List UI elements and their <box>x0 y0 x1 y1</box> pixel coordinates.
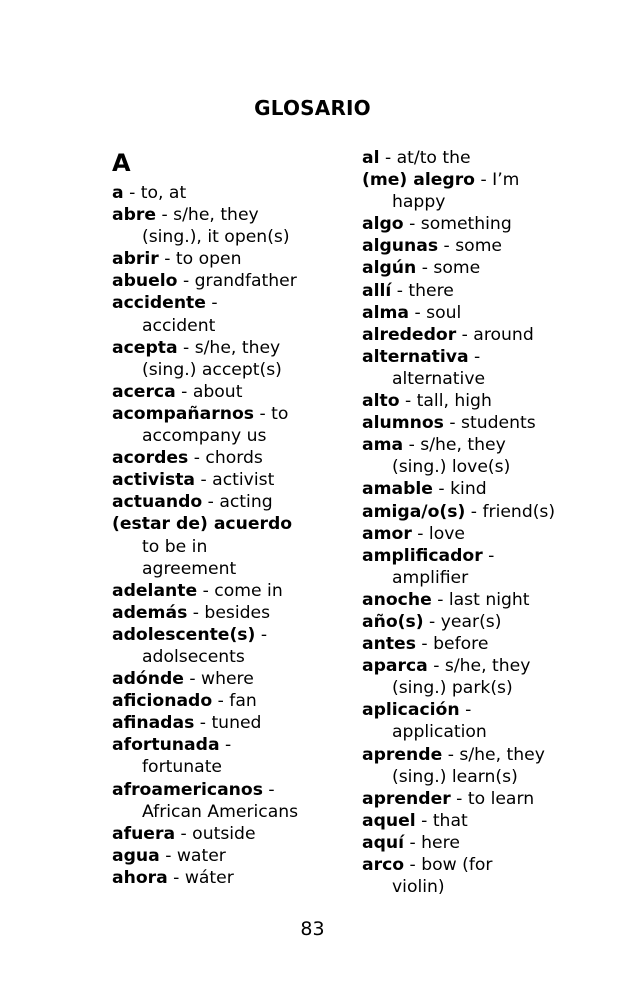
entry-continuation: (sing.) learn(s) <box>392 766 518 787</box>
entry-line <box>362 832 602 854</box>
entry-continuation: agreement <box>142 558 237 579</box>
entry-definition: - where <box>183 669 254 690</box>
entry-line <box>362 257 602 279</box>
entry-definition: - students <box>443 413 536 434</box>
entry-definition: - something <box>403 214 512 235</box>
entry-definition: - water <box>159 845 226 866</box>
entry-headword: adónde <box>112 669 184 690</box>
entry-line <box>362 633 602 655</box>
glossary-entry <box>112 845 362 867</box>
glossary-entry <box>112 779 362 823</box>
glossary-entry <box>112 182 362 204</box>
glossary-entry <box>112 602 362 624</box>
entry-definition: - here <box>404 832 460 853</box>
entry-definition: - come in <box>197 580 283 601</box>
entry-line <box>112 602 362 624</box>
entry-headword: acordes <box>112 448 189 469</box>
entry-continuation: happy <box>392 192 446 213</box>
glossary-entry <box>362 633 602 655</box>
entry-definition: - <box>468 346 481 367</box>
entry-continuation: to be in <box>142 536 208 557</box>
entry-definition: - to learn <box>450 788 535 809</box>
glossary-entry <box>112 823 362 845</box>
entry-line <box>112 381 362 403</box>
glossary-entry <box>362 213 602 235</box>
entry-continuation: (sing.) accept(s) <box>142 359 282 380</box>
section-letter: A <box>112 149 131 177</box>
entry-headword: antes <box>362 634 416 655</box>
entry-definition: - to <box>254 403 289 424</box>
glossary-entry <box>362 390 602 412</box>
entry-continuation: adolsecents <box>142 646 245 667</box>
entry-line <box>362 589 602 611</box>
entry-definition: - chords <box>188 448 263 469</box>
entry-line <box>362 655 602 677</box>
entry-headword: abrir <box>112 249 159 270</box>
entry-line <box>362 346 602 368</box>
entry-definition: - wáter <box>167 867 234 888</box>
entry-definition: - fan <box>212 691 257 712</box>
entry-line <box>112 447 362 469</box>
entry-definition: - around <box>456 324 534 345</box>
glossary-left-column <box>112 148 362 889</box>
glossary-entry <box>112 734 362 778</box>
glossary-entry <box>362 655 602 699</box>
entry-headword: aficionado <box>112 691 213 712</box>
entry-line <box>112 624 362 646</box>
glossary-entry <box>362 788 602 810</box>
entry-line <box>112 491 362 513</box>
glossary-entry <box>362 302 602 324</box>
entry-line <box>362 147 602 169</box>
glossary-entry <box>362 523 602 545</box>
entry-line <box>112 712 362 734</box>
entry-headword: acepta <box>112 337 178 358</box>
entry-line <box>112 690 362 712</box>
entry-line <box>362 523 602 545</box>
glossary-entry <box>362 147 602 169</box>
entry-line <box>362 744 602 766</box>
entry-headword: amiga/o(s) <box>362 501 466 522</box>
entry-continuation: accident <box>142 315 216 336</box>
entry-definition: - to open <box>158 249 242 270</box>
glossary-entry <box>362 257 602 279</box>
entry-definition: - s/he, they <box>427 656 531 677</box>
glossary-entry <box>362 545 602 589</box>
entry-headword: algún <box>362 258 417 279</box>
entry-definition: - bow (for <box>404 855 493 875</box>
entry-line <box>362 501 602 523</box>
entry-definition: - s/he, they <box>156 205 259 226</box>
entry-line <box>362 545 602 567</box>
entry-headword: algunas <box>362 236 439 257</box>
entry-definition: - s/he, they <box>177 337 281 358</box>
entry-headword: amplificador <box>362 545 483 566</box>
entry-definition: - there <box>391 280 454 301</box>
entry-line <box>112 337 362 359</box>
entry-headword: acompañarnos <box>112 403 254 424</box>
glossary-entry <box>112 513 362 579</box>
entry-headword: al <box>362 148 380 168</box>
entry-continuation: alternative <box>392 368 486 389</box>
entry-definition: - at/to the <box>379 148 471 168</box>
glossary-entry <box>362 501 602 523</box>
entry-headword: aplicación <box>362 700 460 721</box>
entry-line <box>362 434 602 456</box>
entry-line <box>362 324 602 346</box>
entry-headword: adelante <box>112 580 198 601</box>
glossary-entry <box>112 867 362 889</box>
entry-headword: ahora <box>112 867 168 888</box>
entry-continuation: violin) <box>392 877 445 898</box>
entry-definition: - about <box>175 381 243 402</box>
glossary-entry <box>112 403 362 447</box>
entry-headword: alma <box>362 302 409 323</box>
entry-line <box>362 810 602 832</box>
glossary-entry <box>112 491 362 513</box>
entry-definition: - year(s) <box>423 611 502 632</box>
entry-definition: - love <box>411 523 465 544</box>
glossary-entry <box>362 280 602 302</box>
entry-continuation: (sing.), it open(s) <box>142 227 290 248</box>
entry-definition: - <box>219 735 232 756</box>
entry-headword: alternativa <box>362 346 469 367</box>
glossary-right-column <box>362 148 602 898</box>
entry-line <box>362 611 602 633</box>
entry-headword: aprende <box>362 744 443 765</box>
entry-headword: adolescente(s) <box>112 624 256 645</box>
entry-headword: amor <box>362 523 412 544</box>
entry-definition: - tall, high <box>399 391 492 412</box>
entry-headword: afinadas <box>112 713 195 734</box>
glossary-entry <box>112 248 362 270</box>
entry-definition: - s/he, they <box>442 744 545 765</box>
entry-line <box>362 478 602 500</box>
entry-headword: alumnos <box>362 413 444 434</box>
entry-definition: - before <box>415 634 489 655</box>
entry-definition: - I’m <box>475 170 520 191</box>
entry-line <box>112 204 362 226</box>
entry-headword: afroamericanos <box>112 779 263 800</box>
entry-definition: - <box>482 545 495 566</box>
entry-line <box>362 280 602 302</box>
entry-continuation: amplifier <box>392 567 469 588</box>
glossary-entry <box>362 412 602 434</box>
entry-definition: - grandfather <box>177 271 297 292</box>
entry-headword: (me) alegro <box>362 170 475 191</box>
entry-continuation: (sing.) park(s) <box>392 678 513 699</box>
glossary-entry <box>362 832 602 854</box>
entry-headword: año(s) <box>362 611 424 632</box>
entry-definition: - <box>262 779 275 800</box>
entry-line <box>112 513 362 535</box>
glossary-entry <box>112 469 362 491</box>
entry-line <box>362 412 602 434</box>
glossary-entry <box>112 204 362 248</box>
entry-headword: amable <box>362 479 433 500</box>
entry-headword: ama <box>362 435 404 456</box>
entry-headword: allí <box>362 280 392 301</box>
entry-continuation: African Americans <box>142 801 299 822</box>
entry-line <box>112 248 362 270</box>
entry-line <box>362 699 602 721</box>
entry-headword: alto <box>362 391 400 412</box>
glossary-entry <box>362 324 602 346</box>
glossary-entry <box>362 478 602 500</box>
entry-definition: - soul <box>409 302 462 323</box>
glossary-entry <box>362 611 602 633</box>
entry-definition: - outside <box>175 823 256 844</box>
entry-line <box>112 845 362 867</box>
glossary-entry <box>112 580 362 602</box>
glossary-entry <box>112 270 362 292</box>
entry-continuation: fortunate <box>142 757 223 778</box>
glossary-entry <box>362 346 602 390</box>
entry-line <box>362 302 602 324</box>
entry-headword: afuera <box>112 823 176 844</box>
entry-line <box>362 213 602 235</box>
entry-continuation: application <box>392 722 487 743</box>
glossary-entry <box>362 434 602 478</box>
entry-headword: afortunada <box>112 735 220 756</box>
entry-headword: algo <box>362 214 404 235</box>
entry-definition: - besides <box>187 602 271 623</box>
glossary-entry <box>112 624 362 668</box>
glossary-entry <box>112 447 362 469</box>
glossary-entry <box>362 854 602 898</box>
glossary-entry <box>112 690 362 712</box>
entry-definition: - some <box>416 258 481 279</box>
glossary-entry <box>112 381 362 403</box>
entry-headword: aquel <box>362 810 416 831</box>
entry-line <box>112 469 362 491</box>
entry-continuation: (sing.) love(s) <box>392 457 511 478</box>
page-number: 83 <box>300 918 325 940</box>
glossary-entry <box>112 337 362 381</box>
entry-headword: (estar de) acuerdo <box>112 514 293 535</box>
entry-continuation: accompany us <box>142 426 267 447</box>
entry-headword: agua <box>112 845 160 866</box>
entry-definition: - s/he, they <box>403 435 506 456</box>
entry-definition: - last night <box>431 589 530 610</box>
entry-line <box>112 668 362 690</box>
entry-line <box>362 390 602 412</box>
entry-line <box>112 270 362 292</box>
entry-definition: - friend(s) <box>465 501 556 522</box>
entry-definition: - tuned <box>194 713 262 734</box>
glossary-entry <box>362 699 602 743</box>
entry-definition: - <box>459 700 472 721</box>
entry-definition: - some <box>438 236 503 257</box>
entry-headword: aparca <box>362 656 428 677</box>
entry-headword: a <box>112 183 124 203</box>
entry-headword: abuelo <box>112 271 178 292</box>
glossary-entry <box>112 712 362 734</box>
entry-line <box>112 779 362 801</box>
glossary-entry <box>362 589 602 611</box>
entry-headword: arco <box>362 855 405 875</box>
entry-definition: - that <box>415 810 468 831</box>
entry-headword: abre <box>112 205 157 226</box>
entry-definition: - <box>205 293 218 314</box>
entry-definition: - to, at <box>123 183 187 203</box>
entry-line <box>112 823 362 845</box>
entry-headword: accidente <box>112 293 206 314</box>
entry-headword: aquí <box>362 832 405 853</box>
glossary-entry <box>112 668 362 690</box>
entry-line <box>112 403 362 425</box>
entry-definition: - acting <box>202 492 273 513</box>
entry-headword: además <box>112 602 188 623</box>
entry-headword: aprender <box>362 788 451 809</box>
entry-headword: acerca <box>112 381 176 402</box>
entry-line <box>362 854 602 876</box>
glossary-entry <box>362 744 602 788</box>
entry-definition: - <box>255 624 268 645</box>
entry-line <box>112 580 362 602</box>
glossary-entry <box>112 292 362 336</box>
entry-line <box>112 292 362 314</box>
entry-line <box>112 182 362 204</box>
glossary-entry <box>362 235 602 257</box>
entry-headword: alrededor <box>362 324 457 345</box>
entry-headword: anoche <box>362 589 432 610</box>
glossary-entry <box>362 810 602 832</box>
entry-headword: actuando <box>112 492 203 513</box>
entry-line <box>112 734 362 756</box>
entry-line <box>362 788 602 810</box>
entry-line <box>362 169 602 191</box>
entry-headword: activista <box>112 470 196 491</box>
entry-definition: - kind <box>432 479 487 500</box>
entry-line <box>362 235 602 257</box>
entry-definition: - activist <box>195 470 275 491</box>
page-title: GLOSARIO <box>254 96 371 120</box>
glossary-entry <box>362 169 602 213</box>
entry-line <box>112 867 362 889</box>
